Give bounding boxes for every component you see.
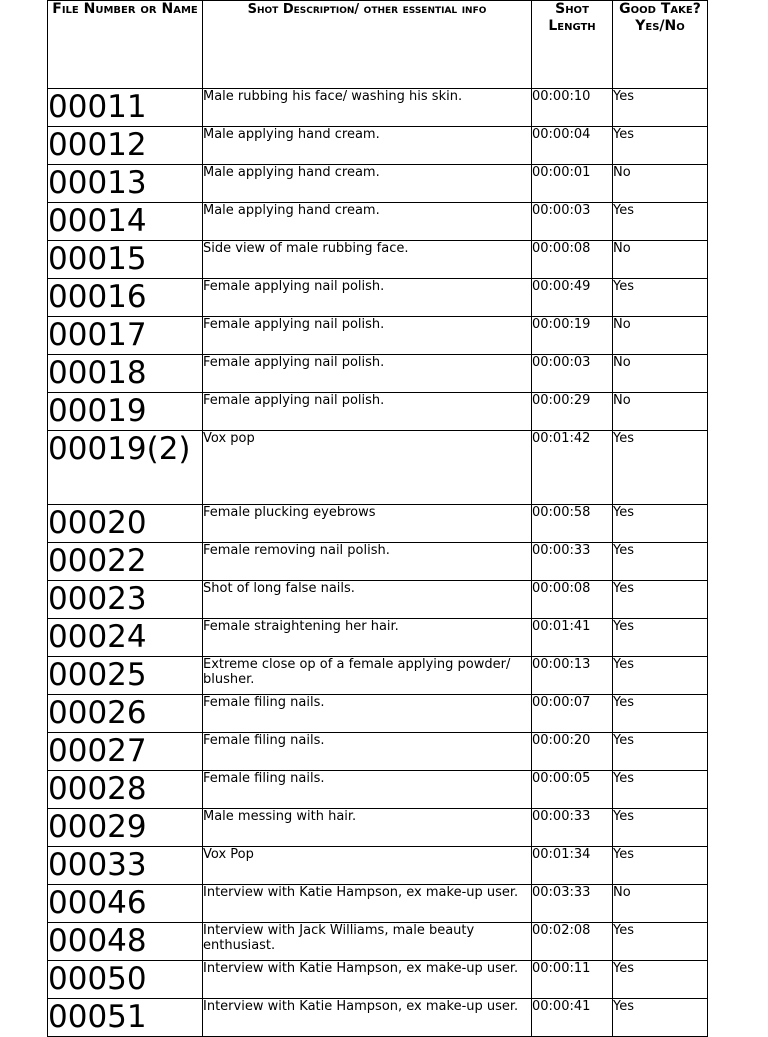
shot-length-cell: 00:00:58 [532,505,613,543]
file-number-cell: 00051 [48,999,203,1037]
description-cell: Shot of long false nails. [203,581,532,619]
shot-length-cell: 00:00:03 [532,203,613,241]
file-number-cell: 00029 [48,809,203,847]
description-cell: Extreme close op of a female applying powder/ blusher. [203,657,532,695]
file-number-cell: 00033 [48,847,203,885]
table-row [48,809,708,847]
header-file: File Number or Name [48,1,203,89]
header-length: Shot Length [532,1,613,89]
table-row [48,543,708,581]
good-take-cell: Yes [613,999,708,1037]
table-row [48,999,708,1037]
shot-length-cell: 00:00:29 [532,393,613,431]
good-take-cell: No [613,355,708,393]
table-row [48,923,708,961]
file-number-cell: 00011 [48,89,203,127]
description-cell: Female filing nails. [203,771,532,809]
shot-length-cell: 00:01:34 [532,847,613,885]
description-cell: Interview with Katie Hampson, ex make-up user. [203,885,532,923]
good-take-cell: Yes [613,581,708,619]
good-take-cell: No [613,393,708,431]
good-take-cell: Yes [613,771,708,809]
shot-length-cell: 00:00:49 [532,279,613,317]
good-take-cell: Yes [613,809,708,847]
table-row [48,771,708,809]
file-number-cell: 00026 [48,695,203,733]
good-take-cell: Yes [613,961,708,999]
good-take-cell: Yes [613,279,708,317]
file-number-cell: 00019(2) [48,431,203,505]
description-cell: Male rubbing his face/ washing his skin. [203,89,532,127]
good-take-cell: Yes [613,543,708,581]
table-row [48,733,708,771]
shot-length-cell: 00:01:42 [532,431,613,505]
good-take-cell: Yes [613,203,708,241]
description-cell: Female applying nail polish. [203,393,532,431]
shot-length-cell: 00:01:41 [532,619,613,657]
shot-length-cell: 00:00:04 [532,127,613,165]
file-number-cell: 00048 [48,923,203,961]
table-row [48,961,708,999]
file-number-cell: 00046 [48,885,203,923]
good-take-cell: Yes [613,505,708,543]
file-number-cell: 00012 [48,127,203,165]
header-good-take: Good Take? Yes/No [613,1,708,89]
good-take-cell: Yes [613,127,708,165]
shot-length-cell: 00:02:08 [532,923,613,961]
good-take-cell: Yes [613,89,708,127]
good-take-cell: Yes [613,923,708,961]
description-cell: Male messing with hair. [203,809,532,847]
description-cell: Female applying nail polish. [203,279,532,317]
file-number-cell: 00023 [48,581,203,619]
table-row [48,165,708,203]
header-row [48,1,708,89]
shot-length-cell: 00:00:13 [532,657,613,695]
table-row [48,393,708,431]
table-row [48,581,708,619]
shot-length-cell: 00:03:33 [532,885,613,923]
file-number-cell: 00027 [48,733,203,771]
shot-length-cell: 00:00:33 [532,543,613,581]
shot-length-cell: 00:00:33 [532,809,613,847]
shot-length-cell: 00:00:20 [532,733,613,771]
table-row [48,695,708,733]
description-cell: Vox Pop [203,847,532,885]
table-row [48,203,708,241]
good-take-cell: Yes [613,733,708,771]
description-cell: Female filing nails. [203,695,532,733]
description-cell: Male applying hand cream. [203,165,532,203]
table-row [48,241,708,279]
table-row [48,127,708,165]
description-cell: Female plucking eyebrows [203,505,532,543]
shot-length-cell: 00:00:10 [532,89,613,127]
file-number-cell: 00024 [48,619,203,657]
table-row [48,619,708,657]
good-take-cell: No [613,165,708,203]
description-cell: Female applying nail polish. [203,317,532,355]
shot-length-cell: 00:00:03 [532,355,613,393]
table-row [48,431,708,505]
good-take-cell: Yes [613,431,708,505]
file-number-cell: 00013 [48,165,203,203]
shot-length-cell: 00:00:11 [532,961,613,999]
good-take-cell: No [613,241,708,279]
good-take-cell: Yes [613,657,708,695]
description-cell: Male applying hand cream. [203,127,532,165]
table-row [48,847,708,885]
description-cell: Vox pop [203,431,532,505]
file-number-cell: 00025 [48,657,203,695]
table-row [48,657,708,695]
table-row [48,885,708,923]
file-number-cell: 00017 [48,317,203,355]
file-number-cell: 00022 [48,543,203,581]
file-number-cell: 00019 [48,393,203,431]
file-number-cell: 00028 [48,771,203,809]
description-cell: Interview with Jack Williams, male beauty enthusiast. [203,923,532,961]
table-row [48,89,708,127]
table-row [48,505,708,543]
shot-length-cell: 00:00:08 [532,581,613,619]
shot-log-table [47,0,708,1037]
description-cell: Female removing nail polish. [203,543,532,581]
file-number-cell: 00016 [48,279,203,317]
table-row [48,279,708,317]
good-take-cell: Yes [613,619,708,657]
shot-length-cell: 00:00:08 [532,241,613,279]
good-take-cell: No [613,317,708,355]
good-take-cell: No [613,885,708,923]
table-row [48,317,708,355]
shot-length-cell: 00:00:19 [532,317,613,355]
description-cell: Interview with Katie Hampson, ex make-up user. [203,961,532,999]
shot-length-cell: 00:00:05 [532,771,613,809]
description-cell: Male applying hand cream. [203,203,532,241]
description-cell: Side view of male rubbing face. [203,241,532,279]
good-take-cell: Yes [613,695,708,733]
shot-length-cell: 00:00:01 [532,165,613,203]
description-cell: Female applying nail polish. [203,355,532,393]
description-cell: Female straightening her hair. [203,619,532,657]
shot-length-cell: 00:00:41 [532,999,613,1037]
good-take-cell: Yes [613,847,708,885]
file-number-cell: 00015 [48,241,203,279]
file-number-cell: 00020 [48,505,203,543]
description-cell: Interview with Katie Hampson, ex make-up user. [203,999,532,1037]
table-body [48,89,708,1037]
file-number-cell: 00050 [48,961,203,999]
header-description: Shot Description/ other essential info [203,1,532,89]
file-number-cell: 00018 [48,355,203,393]
description-cell: Female filing nails. [203,733,532,771]
file-number-cell: 00014 [48,203,203,241]
shot-length-cell: 00:00:07 [532,695,613,733]
table-row [48,355,708,393]
